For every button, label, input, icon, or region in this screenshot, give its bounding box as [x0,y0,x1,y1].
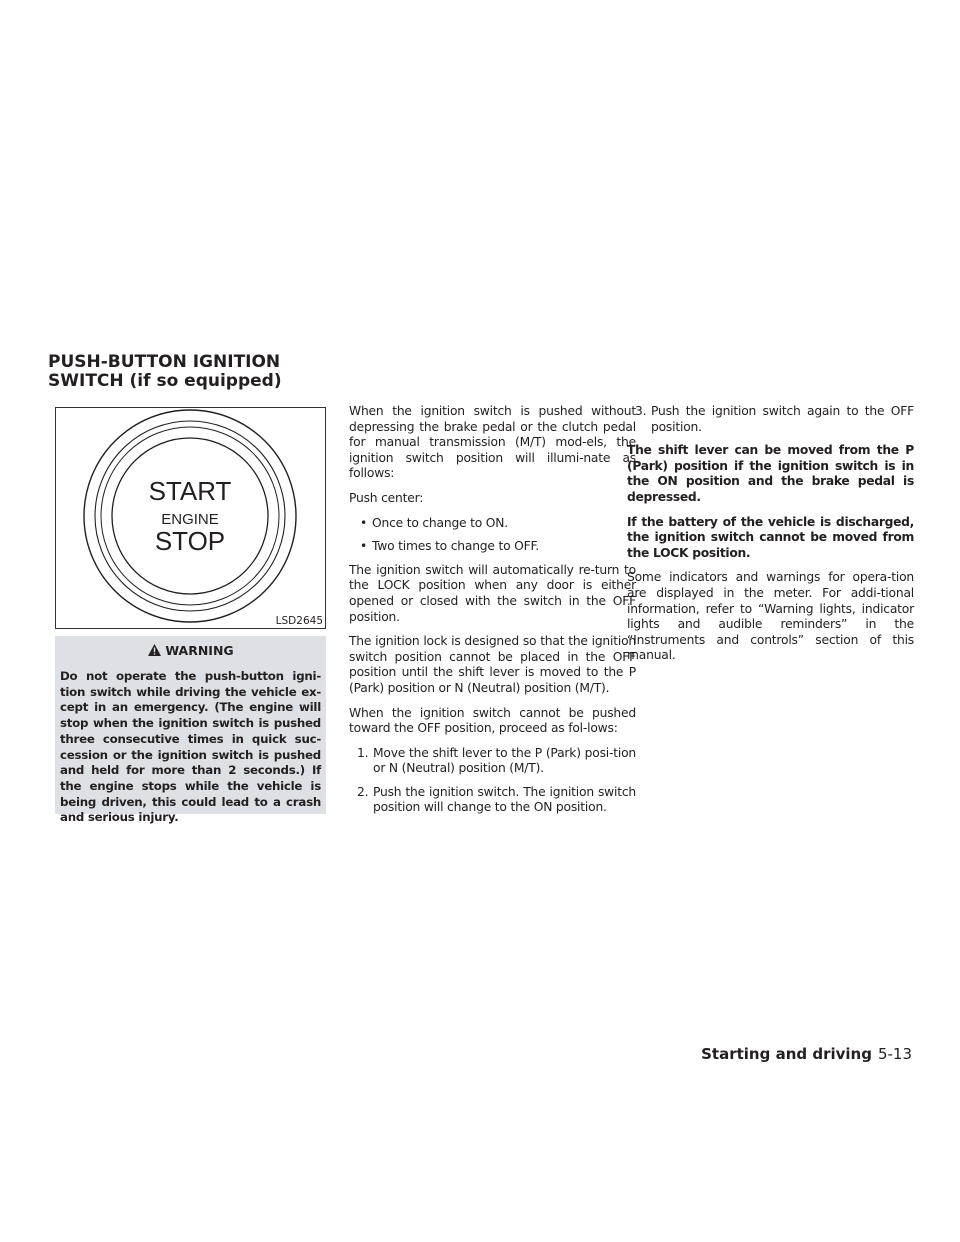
auto-return-paragraph: The ignition switch will automatically re-turn to the LOCK position when any door is either opened or closed with the switch in the OFF position. [349,562,636,624]
step-text: Push the ignition switch again to the OFF position. [651,404,914,434]
page-number: 5-13 [877,1045,912,1063]
push-center-label: Push center: [349,490,424,505]
bullet-item: • Once to change to ON. [349,516,636,532]
warning-triangle-icon [147,643,162,657]
warning-heading [60,642,321,658]
step-number: 1. [357,745,369,760]
cannot-push-paragraph: When the ignition switch cannot be pushed toward the OFF position, proceed as fol-lows: [349,705,636,736]
lock-design-paragraph: The ignition lock is designed so that the ignition switch position cannot be placed in the OFF position until the shift lever is moved to the P (Park) position or N (Neutral) position (M/T). [349,634,636,695]
intro-paragraph: When the ignition switch is pushed without depressing the brake pedal or the clutch pedal for manual transmission (M/T) mod-els, the ignition switch position will illumi-nate as follows: [349,404,636,481]
figure-id: LSD2645 [275,615,323,627]
text-column-2 [627,404,914,673]
warning-heading-text: WARNING [165,642,234,658]
section-title: PUSH-BUTTON IGNITION SWITCH (if so equipped) [48,352,282,391]
shift-lever-note: The shift lever can be moved from the P (Park) position if the ignition switch is in the ON position and the brake pedal is depressed. [627,443,914,504]
step-text: Move the shift lever to the P (Park) posi-tion or N (Neutral) position (M/T). [373,745,636,776]
indicators-paragraph: Some indicators and warnings for opera-tion are displayed in the meter. For addi-tional information, refer to “Warning lights, indicator lights and audible reminders” in the “Instruments and controls” section of this manual. [627,570,914,663]
step-text: Push the ignition switch. The ignition switch position will change to the ON position. [373,784,636,815]
chapter-title: Starting and driving [701,1045,872,1063]
step-item [627,404,914,435]
warning-box [55,636,326,825]
step-number: 3. [635,404,647,418]
step-item [349,785,636,816]
step-item [349,746,636,777]
battery-note: If the battery of the vehicle is discharged, the ignition switch cannot be moved from the LOCK position. [627,514,914,560]
text-column-1 [349,404,636,824]
page-footer [701,1045,912,1063]
button-engine-label: ENGINE [161,511,219,528]
ignition-button-illustration [56,408,325,628]
ignition-switch-figure [55,407,326,629]
warning-text: Do not operate the push-button igni-tion switch while driving the vehicle ex-cept in an emergency. (The engine will stop when the ignition switch is pushed three consecutive times in quick suc-cession or the ignition switch is pushed and held for more than 2 seconds.) If the engine stops while the vehicle is being driven, this could lead to a crash and serious injury. [60,669,321,825]
step-number: 2. [357,784,369,799]
bullet-item: • Two times to change to OFF. [349,539,636,555]
button-start-label: START [148,476,232,506]
button-stop-label: STOP [154,526,226,556]
